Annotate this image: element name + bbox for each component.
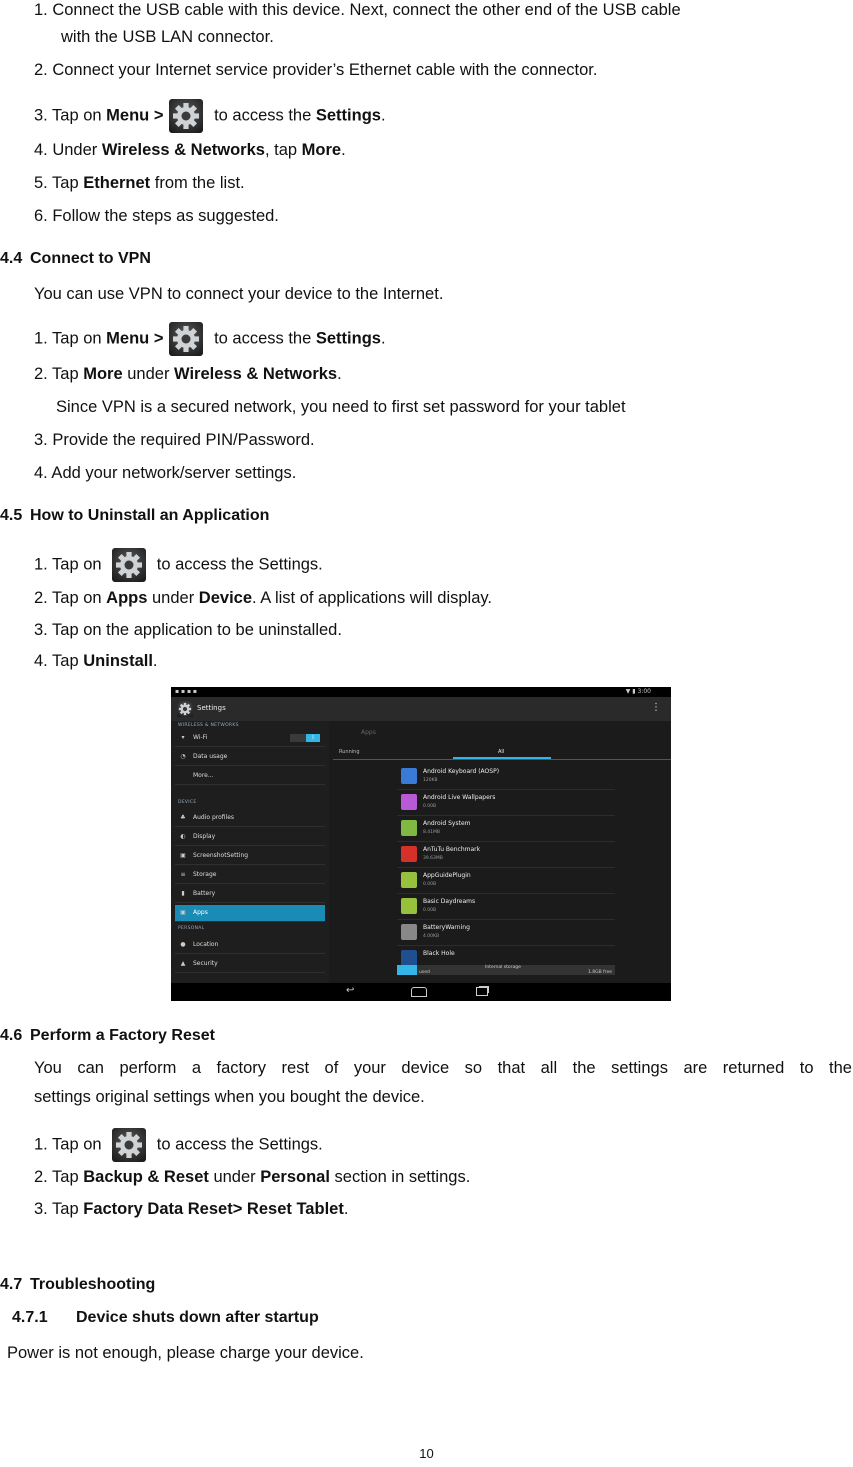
apps-tabs: [333, 747, 671, 760]
sidebar-item-screenshot-setting[interactable]: ▣ ScreenshotSetting: [175, 848, 325, 865]
cable-step-3: 3. Tap on Menu > to access the Settings.: [34, 99, 386, 133]
app-list-item[interactable]: [397, 789, 615, 816]
reset-step-1: 1. Tap on to access the Settings.: [34, 1128, 323, 1162]
location-icon: ●: [180, 941, 186, 948]
app-size: 8.41MB: [423, 830, 440, 835]
uninstall-step-1: 1. Tap on to access the Settings.: [34, 548, 323, 582]
sidebar-item-data-usage[interactable]: ◔ Data usage: [175, 749, 325, 766]
section-personal: PERSONAL: [178, 926, 205, 931]
storage-used-fill: [397, 965, 417, 975]
camera-icon: ▣: [180, 852, 186, 859]
section-heading-vpn: 4.4 Connect to VPN: [0, 250, 151, 267]
app-name: Android Live Wallpapers: [423, 794, 496, 801]
data-usage-icon: ◔: [180, 753, 186, 760]
app-size: 0.00B: [423, 882, 437, 887]
app-list-item[interactable]: [397, 919, 615, 946]
settings-gear-icon: [112, 548, 146, 582]
troubleshooting-text: Power is not enough, please charge your device.: [7, 1344, 364, 1362]
app-icon: [401, 924, 417, 940]
wifi-toggle[interactable]: I: [290, 734, 320, 742]
audio-icon: ♣: [180, 814, 186, 821]
vpn-step-2: 2. Tap More under Wireless & Networks.: [34, 365, 342, 383]
notification-icons: ▪ ▪ ▪ ▪: [175, 688, 197, 695]
app-icon: [401, 950, 417, 966]
display-icon: ◐: [180, 833, 186, 840]
overflow-menu-icon[interactable]: ⋮: [651, 702, 661, 713]
reset-intro-cont: settings original settings when you bought the device.: [34, 1088, 425, 1106]
reset-step-3: 3. Tap Factory Data Reset> Reset Tablet.: [34, 1200, 349, 1218]
app-size: 0.00B: [423, 908, 437, 913]
recent-apps-icon[interactable]: [476, 987, 488, 996]
status-right: ▼ ▮ 3:00: [625, 688, 651, 695]
section-heading-reset: 4.6 Perform a Factory Reset: [0, 1027, 215, 1044]
back-icon[interactable]: ↩: [346, 985, 355, 996]
app-list-item[interactable]: [397, 841, 615, 868]
app-name: AnTuTu Benchmark: [423, 846, 481, 853]
app-icon: [401, 768, 417, 784]
settings-gear-icon: [177, 701, 193, 717]
app-name: Black Hole: [423, 950, 455, 957]
subsection-heading-shutdown: 4.7.1 Device shuts down after startup: [12, 1309, 319, 1326]
app-size: 4.00KB: [423, 934, 440, 939]
cable-step-6: 6. Follow the steps as suggested.: [34, 207, 279, 225]
section-wireless: WIRELESS & NETWORKS: [178, 723, 239, 728]
app-icon: [401, 846, 417, 862]
app-icon: [401, 898, 417, 914]
app-name: Android Keyboard (AOSP): [423, 768, 500, 775]
cable-step-5: 5. Tap Ethernet from the list.: [34, 174, 245, 192]
app-name: AppGuidePlugin: [423, 872, 471, 879]
app-list-item[interactable]: [397, 763, 615, 790]
navigation-bar: [171, 983, 671, 1001]
app-name: BatteryWarning: [423, 924, 470, 931]
app-list-item[interactable]: [397, 893, 615, 920]
vpn-step-3: 3. Provide the required PIN/Password.: [34, 431, 315, 449]
tab-running[interactable]: Running: [339, 749, 360, 755]
storage-label: Internal storage: [485, 965, 521, 970]
cable-step-1-cont: with the USB LAN connector.: [61, 28, 274, 46]
uninstall-step-4: 4. Tap Uninstall.: [34, 652, 158, 670]
cable-step-4: 4. Under Wireless & Networks, tap More.: [34, 141, 346, 159]
lock-icon: ▲: [180, 960, 186, 967]
tab-all[interactable]: All: [498, 749, 505, 755]
section-heading-troubleshooting: 4.7 Troubleshooting: [0, 1276, 156, 1293]
app-icon: [401, 794, 417, 810]
action-bar-title: Settings: [197, 704, 226, 712]
apps-panel: [333, 721, 671, 983]
sidebar-item-wifi[interactable]: ▾ Wi-Fi I: [175, 730, 325, 747]
sidebar-item-apps[interactable]: ▣ Apps: [175, 905, 325, 922]
section-device: DEVICE: [178, 800, 197, 805]
action-bar: [171, 697, 671, 721]
storage-bar: [397, 965, 615, 975]
sidebar-item-storage[interactable]: ≡ Storage: [175, 867, 325, 884]
app-list-item[interactable]: [397, 867, 615, 894]
reset-intro: You can perform a factory rest of your device so that all the settings are returned to the: [34, 1059, 852, 1077]
sidebar-item-more[interactable]: More...: [175, 768, 325, 785]
settings-gear-icon: [169, 99, 203, 133]
sidebar-item-location[interactable]: ● Location: [175, 937, 325, 954]
cable-step-2: 2. Connect your Internet service provider’s Ethernet cable with the connector.: [34, 61, 598, 79]
cable-step-1: 1. Connect the USB cable with this device. Next, connect the other end of the USB cable: [34, 1, 681, 19]
sidebar-item-audio-profiles[interactable]: ♣ Audio profiles: [175, 810, 325, 827]
wifi-icon: ▾: [181, 734, 185, 741]
vpn-note: Since VPN is a secured network, you need to first set password for your tablet: [56, 398, 626, 416]
app-size: 39.63MB: [423, 856, 443, 861]
app-list-item[interactable]: [397, 815, 615, 842]
page-number: 10: [419, 1446, 434, 1461]
settings-gear-icon: [169, 322, 203, 356]
reset-step-2: 2. Tap Backup & Reset under Personal section in settings.: [34, 1168, 471, 1186]
settings-sidebar: [171, 721, 329, 983]
app-size: 0.00B: [423, 804, 437, 809]
storage-icon: ≡: [180, 871, 186, 878]
sidebar-item-battery[interactable]: ▮ Battery: [175, 886, 325, 903]
apps-icon: ▣: [180, 909, 186, 916]
vpn-step-4: 4. Add your network/server settings.: [34, 464, 297, 482]
vpn-intro: You can use VPN to connect your device to the Internet.: [34, 285, 444, 303]
home-icon[interactable]: [411, 987, 427, 997]
apps-header: Apps: [361, 729, 376, 736]
app-icon: [401, 820, 417, 836]
sidebar-item-security[interactable]: ▲ Security: [175, 956, 325, 973]
uninstall-step-3: 3. Tap on the application to be uninstalled.: [34, 621, 342, 639]
app-icon: [401, 872, 417, 888]
app-name: Basic Daydreams: [423, 898, 476, 905]
sidebar-item-display[interactable]: ◐ Display: [175, 829, 325, 846]
battery-icon: ▮: [181, 890, 185, 897]
section-heading-uninstall: 4.5 How to Uninstall an Application: [0, 507, 270, 524]
settings-gear-icon: [112, 1128, 146, 1162]
storage-free: 1.8GB free: [587, 970, 612, 975]
app-name: Android System: [423, 820, 471, 827]
settings-apps-screenshot: [171, 687, 671, 1001]
uninstall-step-2: 2. Tap on Apps under Device. A list of applications will display.: [34, 589, 492, 607]
vpn-step-1: 1. Tap on Menu > to access the Settings.: [34, 322, 386, 356]
storage-used: used: [419, 970, 430, 975]
tab-all-indicator: [453, 757, 551, 759]
app-size: 120KB: [423, 778, 438, 783]
status-bar: [171, 687, 671, 697]
